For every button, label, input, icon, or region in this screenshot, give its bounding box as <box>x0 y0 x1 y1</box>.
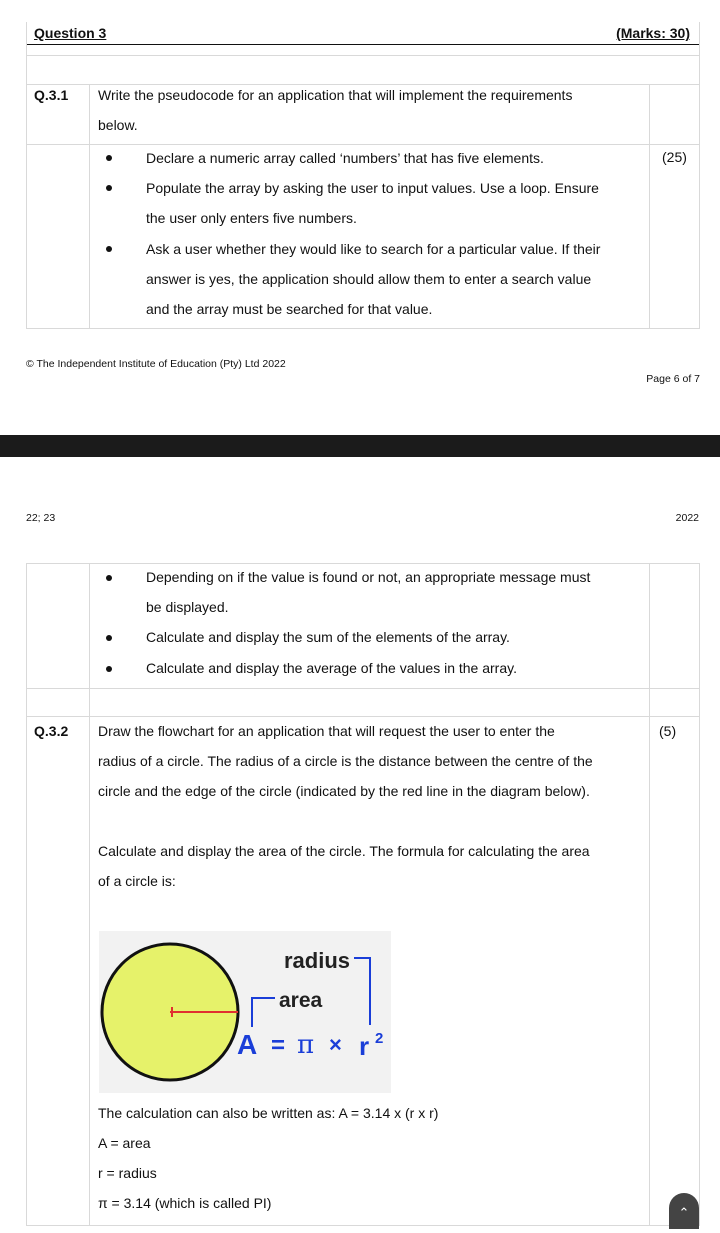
q32-marks: (5) <box>659 723 677 739</box>
formula-exponent: 2 <box>375 1030 384 1047</box>
radius-bracket-line <box>354 958 370 1025</box>
bullet-text: Calculate and display the average of the values in the array. <box>146 660 517 676</box>
bullet-text: be displayed. <box>146 599 229 615</box>
page-header-right: 2022 <box>675 512 699 524</box>
bullet-point <box>106 185 112 191</box>
bullet-point <box>106 575 112 581</box>
table-col-divider <box>89 563 90 1226</box>
page-separator <box>0 435 720 457</box>
table-row-divider <box>26 55 700 56</box>
bullet-point <box>106 155 112 161</box>
table-col-divider <box>649 563 650 1226</box>
page-header-left: 22; 23 <box>26 512 56 524</box>
formula-line: π = 3.14 (which is called PI) <box>98 1195 272 1211</box>
formula-a: A <box>237 1029 258 1060</box>
bullet-point <box>106 666 112 672</box>
table-border-right <box>699 22 700 329</box>
circle-area-svg <box>99 931 391 1093</box>
bullet-text: Calculate and display the sum of the elements of the array. <box>146 629 510 645</box>
formula-times: × <box>329 1032 342 1057</box>
table-row-divider <box>26 688 700 689</box>
document-page-6 <box>0 0 720 435</box>
table-col-divider <box>649 84 650 329</box>
bullet-text: and the array must be searched for that value. <box>146 301 433 317</box>
table-border-left <box>26 563 27 1226</box>
q31-intro-line: below. <box>98 117 138 133</box>
radius-label: radius <box>284 948 351 973</box>
area-bracket-line <box>252 998 275 1027</box>
chevron-up-icon: ⌃ <box>678 1205 690 1220</box>
copyright-footer: © The Independent Institute of Education (Pty) Ltd 2022 <box>26 358 286 370</box>
bullet-text: Depending on if the value is found or not, an appropriate message must <box>146 569 591 585</box>
table-border-bottom <box>26 328 700 329</box>
q31-marks: (25) <box>662 149 687 165</box>
formula-line: A = area <box>98 1135 151 1151</box>
q32-paragraph-line: radius of a circle. The radius of a circle is the distance between the centre of the <box>98 753 593 769</box>
formula-line: The calculation can also be written as: A = 3.14 x (r x r) <box>98 1105 439 1121</box>
bullet-text: Populate the array by asking the user to input values. Use a loop. Ensure <box>146 180 599 196</box>
q31-label: Q.3.1 <box>34 87 69 103</box>
bullet-text: Declare a numeric array called ‘numbers’ that has five elements. <box>146 150 544 166</box>
formula-r: r <box>359 1031 370 1061</box>
table-border-left <box>26 22 27 329</box>
bullet-point <box>106 246 112 252</box>
formula-line: r = radius <box>98 1165 157 1181</box>
q32-paragraph-line: of a circle is: <box>98 873 176 889</box>
q31-intro-line: Write the pseudocode for an application that will implement the requirements <box>98 87 573 103</box>
bullet-text: answer is yes, the application should allow them to enter a search value <box>146 271 592 287</box>
table-border-right <box>699 563 700 1226</box>
scroll-up-button[interactable] <box>669 1193 699 1229</box>
page-number: Page 6 of 7 <box>646 373 700 385</box>
q32-paragraph-line: Draw the flowchart for an application that will request the user to enter the <box>98 723 555 739</box>
area-label: area <box>279 989 323 1012</box>
q32-paragraph-line: Calculate and display the area of the circle. The formula for calculating the area <box>98 843 590 859</box>
question-marks: (Marks: 30) <box>616 25 690 41</box>
question-title: Question 3 <box>34 25 107 41</box>
bullet-point <box>106 635 112 641</box>
bullet-text: the user only enters five numbers. <box>146 210 357 226</box>
table-border-bottom <box>26 1225 700 1226</box>
q32-label: Q.3.2 <box>34 723 69 739</box>
table-col-divider <box>89 84 90 329</box>
formula-equals: = <box>271 1032 286 1059</box>
question-header <box>26 22 700 45</box>
formula-pi: π <box>297 1030 315 1060</box>
circle-area-diagram <box>99 931 391 1093</box>
q32-paragraph-line: circle and the edge of the circle (indicated by the red line in the diagram below). <box>98 783 590 799</box>
bullet-text: Ask a user whether they would like to search for a particular value. If their <box>146 241 601 257</box>
